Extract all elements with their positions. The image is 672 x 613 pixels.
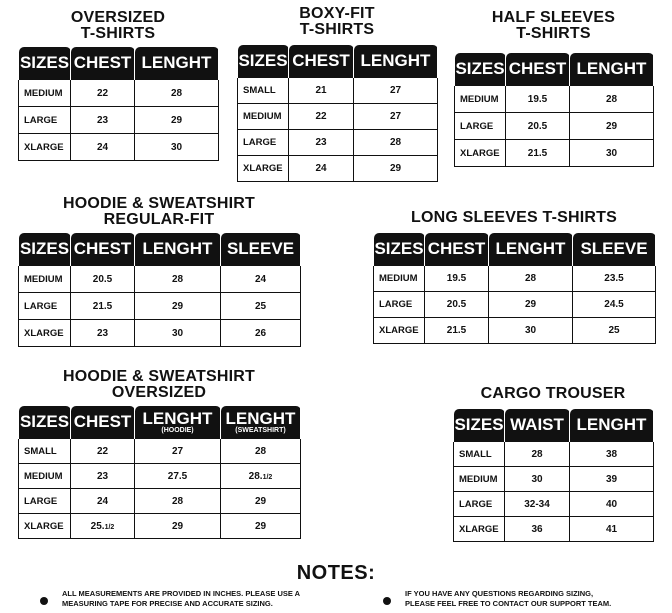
size-cell: MEDIUM [19,80,71,107]
measurement-cell: 29 [570,113,654,140]
measurement-cell: 27.5 [135,464,221,489]
measurement-cell: 29 [489,292,573,318]
table-row [19,134,219,161]
measurement-cell: 28 [135,80,219,107]
column-header [489,233,573,266]
measurement-cell: 29 [135,514,221,539]
measurement-cell: 25 [221,293,301,320]
table-row [374,266,656,292]
table-title-line: T-SHIRTS [299,21,375,38]
measurement-cell: 29 [221,489,301,514]
measurement-cell: 40 [570,492,654,517]
size-cell: XLARGE [238,156,289,182]
column-header-sublabel: (HOODIE) [161,427,194,434]
size-cell: XLARGE [374,318,425,344]
column-header-label: CHEST [73,53,132,72]
table-row [19,80,219,107]
table-row [19,107,219,134]
column-header-label: LENGHT [576,415,647,434]
column-header-label: WAIST [510,415,564,434]
table-row [455,140,654,167]
measurement-cell [221,464,301,489]
size-cell: LARGE [19,293,71,320]
measurement-cell: 24 [289,156,354,182]
bullet-icon [383,597,391,605]
table-row [454,492,654,517]
column-header-label: CHEST [508,59,567,78]
size-cell: MEDIUM [19,266,71,293]
value-fraction: 1/2 [262,473,273,481]
table-row [238,156,438,182]
table-title [454,10,653,52]
measurement-cell: 22 [289,104,354,130]
measurement-cell: 29 [135,107,219,134]
column-header-label: LENGHT [225,409,296,428]
column-header [135,406,221,439]
size-cell: SMALL [238,78,289,104]
column-header-label: LENGHT [142,409,213,428]
table-header-row [238,45,438,78]
table-title-line: T-SHIRTS [80,25,156,42]
measurement-cell: 23 [289,130,354,156]
size-table [18,232,301,347]
column-header [71,406,135,439]
note-measurements: ALL MEASUREMENTS ARE PROVIDED IN INCHES. PLEASE USE A MEASURING TAPE FOR PRECISE AND ACCURATE SIZING. [62,589,300,608]
column-header-label: LENGHT [360,51,431,70]
value-whole: 25. [90,520,105,532]
table-header-row [19,406,301,439]
column-header [374,233,425,266]
oversized-tshirts-section [18,10,218,161]
column-header [455,53,506,86]
boxy-fit-tshirts-section [237,6,437,182]
measurement-cell: 36 [505,517,570,542]
table-title-line: OVERSIZED [111,384,207,401]
column-header-label: LENGHT [495,239,566,258]
column-header [135,47,219,80]
size-cell: LARGE [455,113,506,140]
measurement-cell: 29 [221,514,301,539]
column-header-label: CHEST [73,412,132,431]
column-header [454,409,505,442]
column-header-label: CHEST [292,51,350,70]
measurement-cell: 21.5 [425,318,489,344]
measurement-cell: 27 [354,78,438,104]
measurement-cell: 23 [71,464,135,489]
size-cell: SMALL [19,439,71,464]
bullet-icon [40,597,48,605]
table-header-row [374,233,656,266]
table-row [19,464,301,489]
column-header [289,45,354,78]
table-title-line: CARGO TROUSER [480,385,626,402]
measurement-cell: 29 [354,156,438,182]
measurement-cell: 23.5 [573,266,656,292]
column-header-label: CHEST [73,239,132,258]
notes-title: NOTES: [296,562,376,584]
column-header [570,409,654,442]
measurement-cell: 25 [573,318,656,344]
table-title-line: BOXY-FIT [299,5,375,22]
value-fraction: 1/2 [104,523,115,531]
measurement-cell: 29 [135,293,221,320]
column-header-label: CHEST [427,239,486,258]
table-title-line: HALF SLEEVES [491,9,616,26]
column-header-label: SLEEVE [580,239,648,258]
table-title [453,386,653,408]
measurement-cell: 20.5 [425,292,489,318]
size-table [18,46,219,161]
measurement-cell: 23 [71,107,135,134]
column-header-label: SIZES [19,53,70,72]
table-row [19,514,301,539]
measurement-cell: 23 [71,320,135,347]
note-support: IF YOU HAVE ANY QUESTIONS REGARDING SIZING, PLEASE FEEL FREE TO CONTACT OUR SUPPORT TEAM. [405,589,612,608]
measurement-cell: 30 [135,134,219,161]
table-title-line: LONG SLEEVES T-SHIRTS [410,209,617,226]
table-row [454,442,654,467]
table-title [18,369,300,405]
size-cell: XLARGE [454,517,505,542]
size-cell: LARGE [454,492,505,517]
measurement-cell: 24.5 [573,292,656,318]
measurement-cell: 24 [221,266,301,293]
size-cell: MEDIUM [238,104,289,130]
table-row [455,86,654,113]
measurement-cell: 28 [570,86,654,113]
table-header-row [454,409,654,442]
cargo-trouser-section [453,386,653,542]
column-header-label: SIZES [455,59,505,78]
measurement-cell: 30 [135,320,221,347]
measurement-cell: 20.5 [71,266,135,293]
table-title-line: HOODIE & SWEATSHIRT [63,195,255,212]
measurement-cell: 30 [505,467,570,492]
table-row [238,130,438,156]
table-title-line: OVERSIZED [70,9,166,26]
column-header [573,233,656,266]
column-header [506,53,570,86]
measurement-cell: 30 [570,140,654,167]
table-title [18,196,300,232]
table-row [19,293,301,320]
table-header-row [19,47,219,80]
measurement-cell: 21 [289,78,354,104]
measurement-cell: 22 [71,80,135,107]
column-header [221,233,301,266]
column-header [505,409,570,442]
table-row [19,266,301,293]
measurement-cell: 28 [135,266,221,293]
size-cell: MEDIUM [455,86,506,113]
measurement-cell: 28 [489,266,573,292]
size-cell: MEDIUM [19,464,71,489]
size-cell: XLARGE [19,514,71,539]
measurement-cell: 22 [71,439,135,464]
table-row [374,318,656,344]
size-cell: MEDIUM [454,467,505,492]
column-header [570,53,654,86]
measurement-cell: 19.5 [506,86,570,113]
column-header [425,233,489,266]
measurement-cell: 27 [135,439,221,464]
measurement-cell: 30 [489,318,573,344]
table-title [18,10,218,46]
size-cell: MEDIUM [374,266,425,292]
size-table [237,44,438,182]
size-cell: LARGE [19,107,71,134]
measurement-cell: 39 [570,467,654,492]
column-header [354,45,438,78]
column-header-label: SIZES [19,239,70,258]
size-table [373,232,656,344]
column-header-label: LENGHT [576,59,647,78]
measurement-cell: 26 [221,320,301,347]
measurement-cell: 28 [135,489,221,514]
size-cell: XLARGE [455,140,506,167]
table-row [238,78,438,104]
measurement-cell: 38 [570,442,654,467]
table-title [373,210,655,232]
measurement-cell: 21.5 [506,140,570,167]
measurement-cell: 32-34 [505,492,570,517]
table-row [19,320,301,347]
measurement-cell [71,514,135,539]
measurement-cell: 27 [354,104,438,130]
measurement-cell: 28 [354,130,438,156]
size-cell: LARGE [19,489,71,514]
column-header-label: SIZES [374,239,424,258]
table-header-row [455,53,654,86]
column-header [221,406,301,439]
measurement-cell: 24 [71,489,135,514]
measurement-cell: 19.5 [425,266,489,292]
column-header [71,233,135,266]
column-header [135,233,221,266]
size-cell: XLARGE [19,134,71,161]
size-cell: XLARGE [19,320,71,347]
size-cell: LARGE [374,292,425,318]
table-title-line: T-SHIRTS [516,25,591,42]
column-header-label: SIZES [454,415,504,434]
column-header-sublabel: (SWEATSHIRT) [235,427,286,434]
column-header [71,47,135,80]
table-row [238,104,438,130]
table-header-row [19,233,301,266]
size-table [454,52,654,167]
long-sleeves-tshirts-section [373,210,655,344]
size-cell: LARGE [238,130,289,156]
measurement-cell: 24 [71,134,135,161]
value-whole: 28. [248,470,263,482]
column-header-label: SIZES [19,412,70,431]
measurement-cell: 28 [505,442,570,467]
column-header-label: SIZES [238,51,288,70]
column-header [19,406,71,439]
column-header [19,47,71,80]
hoodie-sweatshirt-oversized-section [18,369,300,539]
table-row [19,439,301,464]
measurement-cell: 21.5 [71,293,135,320]
table-title-line: REGULAR-FIT [103,211,215,228]
measurement-cell: 20.5 [506,113,570,140]
column-header [238,45,289,78]
measurement-cell: 41 [570,517,654,542]
column-header-label: LENGHT [142,239,213,258]
column-header-label: LENGHT [141,53,212,72]
measurement-cell: 28 [221,439,301,464]
size-table [18,405,301,539]
column-header-label: SLEEVE [226,239,295,258]
table-row [454,517,654,542]
table-row [19,489,301,514]
table-title-line: HOODIE & SWEATSHIRT [63,368,255,385]
table-row [454,467,654,492]
size-cell: SMALL [454,442,505,467]
column-header [19,233,71,266]
table-row [455,113,654,140]
hoodie-sweatshirt-regular-fit-section [18,196,300,347]
half-sleeves-tshirts-section [454,10,653,167]
table-title [237,6,437,44]
table-row [374,292,656,318]
size-table [453,408,654,542]
